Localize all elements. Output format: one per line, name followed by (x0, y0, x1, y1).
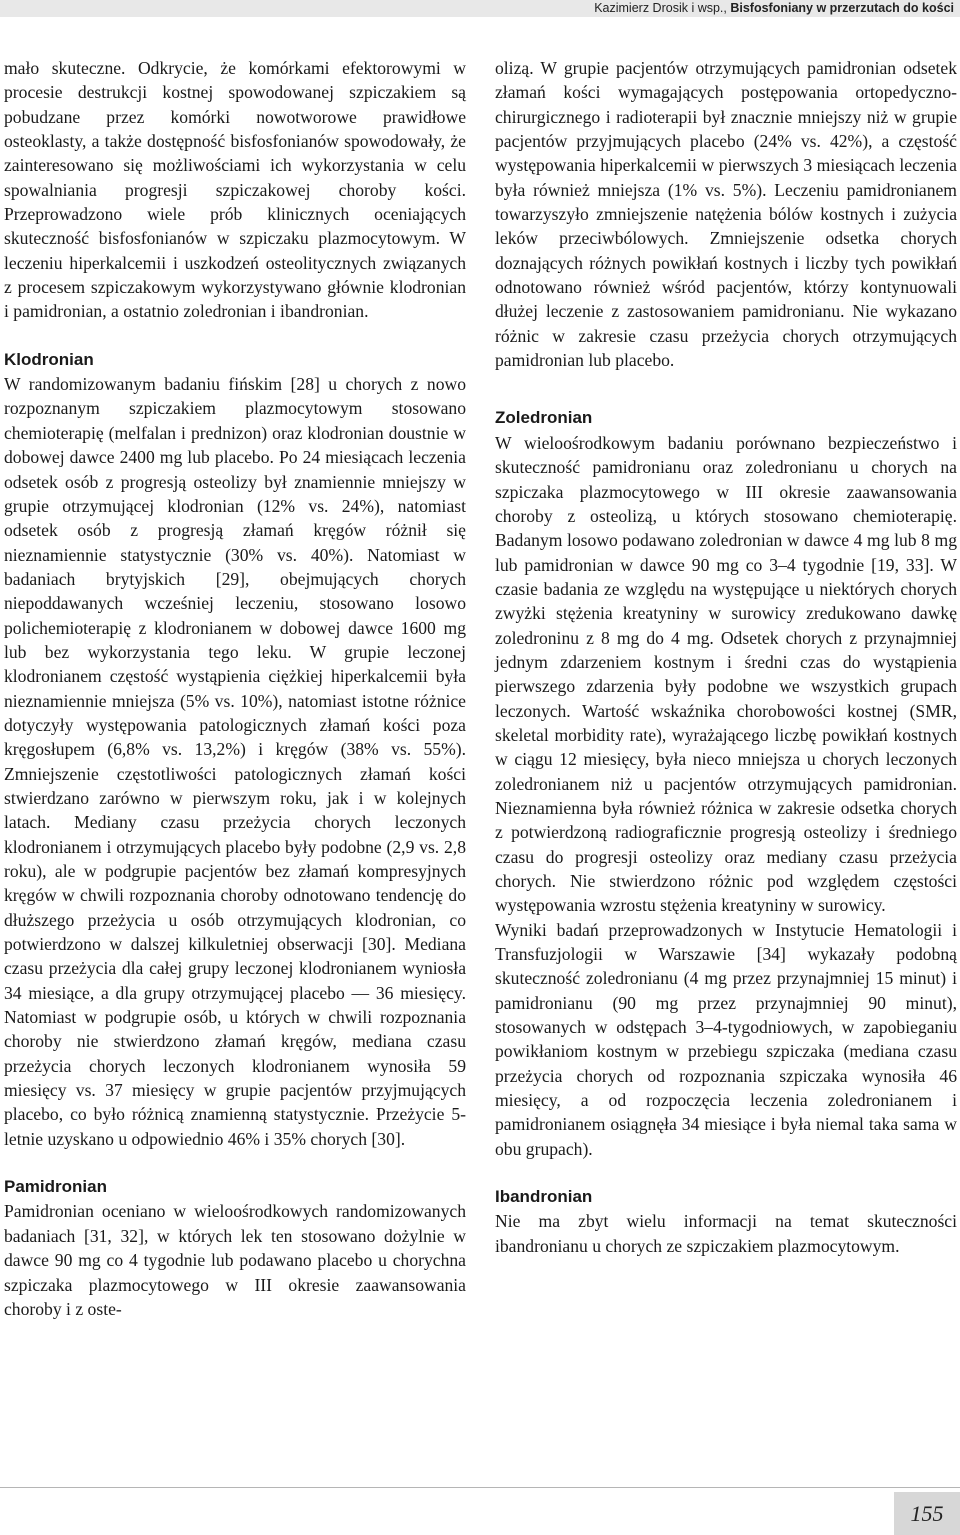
header-title: Bisfosfoniany w przerzutach do kości (730, 1, 954, 15)
header-author: Kazimierz Drosik i wsp. (594, 1, 724, 15)
running-header (0, 0, 960, 17)
left-column (4, 56, 466, 1321)
section-heading-zoledronian: Zoledronian (495, 408, 593, 428)
page-number: 155 (894, 1492, 960, 1535)
zoledronian-paragraph-2: Wyniki badań przeprowadzonych w Instytucie Hematologii i Transfuzjologii w Warszawie [34] wykazały podobną skuteczność zoledronianu (4 mg przez przynajmniej 15 minut) i pamidronianu (90 mg przez przynajmniej 90 minut), stosowanych w odstępach 3–4-tygodniowych, w zapobieganiu powikłaniom kostnym w przebiegu szpiczaka (mediana czasu przeżycia chorych od rozpoznania szpiczaka wynosiła 46 miesięcy, a od rozpoczęcia leczenia zoledronianem i pamidronianem osiągnęła 34 miesiące i była niemal taka sama w obu grupach). (495, 919, 957, 1159)
section-heading-ibandronian: Ibandronian (495, 1187, 593, 1207)
ibandronian-paragraph: Nie ma zbyt wielu informacji na temat skuteczności ibandronianu u chorych ze szpiczakiem plazmocytowym. (495, 1211, 957, 1256)
klodronian-paragraph: W randomizowanym badaniu fińskim [28] u chorych z nowo rozpoznanym szpiczakiem plazmocytowym stosowano chemioterapię (melfalan i prednizon) oraz klodronian doustnie w dobowej dawce 2400 mg lub placebo. Po 24 miesiącach leczenia odsetek osób z progresją osteolizy był znamiennie mniejszy w grupie otrzymującej klodronian (12% vs. 24%), natomiast odsetek osób z progresją złamań kręgów różnił się nieznamiennie statystycznie (30% vs. 40%). Natomiast w badaniach brytyjskich [29], obejmujących chorych niepoddawanych wcześniej leczeniu, stosowano losowo polichemioterapię z klodronianem w dobowej dawce 1600 mg lub bez wykorzystania tego leku. W grupie leczonej klodronianem częstość wystąpienia ciężkiej hiperkalcemii była nieznamiennie mniejsza (5% vs. 10%), natomiast istotne różnice dotyczyły występowania patologicznych złamań kości poza kręgosłupem (6,8% vs. 13,2%) i kręgów (38% vs. 55%). Zmniejszenie częstotliwości patologicznych złamań kości stwierdzano zarówno w pierwszym roku, jak i w kolejnych latach. Mediany czasu przeżycia chorych leczonych klodronianem i otrzymujących placebo były podobne (2,9 vs. 2,8 roku), ale w podgrupie pacjentów bez złamań kompresyjnych kręgów w chwili rozpoznania choroby odnotowano tendencję do dłuższego przeżycia u osób otrzymujących klodronian, co potwierdzono w dalszej kilkuletniej obserwacji [30]. Mediana czasu przeżycia dla całej grupy leczonej klodronianem wyniosła 34 miesiące, a dla grupy otrzymującej placebo — 36 miesięcy. Natomiast w podgrupie osób, u których w chwili rozpoznania choroby nie stwierdzono złamań kręgów, mediana czasu przeżycia chorych leczonych klodronianem wynosiła 59 miesięcy vs. 37 miesięcy w grupie pacjentów przyjmujących placebo, co było różnicą znamienną statystycznie. Przeżycie 5-letnie uzyskano u odpowiednio 46% i 35% chorych [30]. (4, 374, 466, 1149)
pamidronian-continued-paragraph: olizą. W grupie pacjentów otrzymujących pamidronian odsetek złamań kości wymagających postępowania ortopedyczno-chirurgicznego i radioterapii był znacznie mniejszy niż w grupie pacjentów przyjmujących placebo (24% vs. 42%), a częstość występowania hiperkalcemii w pierwszych 3 miesiącach leczenia była również mniejsza (1% vs. 5%). Leczeniu pamidronianem towarzyszyło zmniejszenie natężenia bólów kostnych i zużycia leków przeciwbólowych. Zmniejszenie odsetka chorych doznających różnych powikłań kostnych i liczby tych powikłań odnotowano również wśród pacjentów, którzy kontynuowali dłużej leczenie z zastosowaniem pamidronianu. Nie wykazano różnic w zakresie czasu przeżycia chorych otrzymujących pamidronian lub placebo. (495, 58, 957, 371)
zoledronian-paragraph: W wieloośrodkowym badaniu porównano bezpieczeństwo i skuteczność pamidronianu oraz zoledronianu u chorych na szpiczaka plazmocytowego w III okresie zaawansowania choroby z osteolizą, u których stosowano chemioterapię. Badanym losowo podawano zoledronian w dawce 4 mg lub 8 mg lub pamidronian w dawce 90 mg co 3–4 tygodnie [19, 33]. W czasie badania ze względu na występujące u niektórych chorych zwyżki stężenia kreatyniny w surowicy zredukowano dawkę zoledroninu z 8 mg do 4 mg. Odsetek chorych z przynajmniej jednym zdarzeniem kostnym i średni czas do wystąpienia pierwszego zdarzenia były podobne we wszystkich grupach leczonych. Wartość wskaźnika chorobowości kostnej (SMR, skeletal morbidity rate), wyrażającego liczbę powikłań kostnych w ciągu 12 miesięcy, była nieco mniejsza u chorych leczonych zoledronianem niż u pacjentów otrzymujących pamidronian. Nieznamienna była również różnica w zakresie odsetka chorych z potwierdzoną radiograficznie progresją osteolizy i średniego czasu do progresji osteolizy oraz mediany czasu przeżycia chorych. Nie stwierdzono różnic pod względem częstości występowania wzrostu stężenia kreatyniny w surowicy. (495, 432, 957, 916)
header-separator: , (723, 1, 731, 15)
section-heading-pamidronian: Pamidronian (4, 1177, 107, 1197)
section-heading-klodronian: Klodronian (4, 349, 94, 369)
intro-paragraph: mało skuteczne. Odkrycie, że komórkami efektorowymi w procesie destrukcji kostnej spowodowanej szpiczakiem są pobudzane przez komórki nowotworowe prawidłowe osteoklasty, a także dostępność bisfosfonianów spowodowały, że zainteresowano się możliwościami ich wykorzystania w celu spowalniania progresji szpiczakowej choroby kości. Przeprowadzono wiele prób klinicznych oceniających skuteczność bisfosfonianów w szpiczaku plazmocytowym. W leczeniu hiperkalcemii i uszkodzeń osteolitycznych związanych z procesem szpiczakowym wykorzystywano głównie klodronian i pamidronian, a ostatnio zoledronian i ibandronian. (4, 58, 466, 322)
footer-rule (0, 1487, 960, 1488)
right-column (495, 56, 957, 1258)
pamidronian-paragraph: Pamidronian oceniano w wieloośrodkowych randomizowanych badaniach [31, 32], w których lek ten stosowano dożylnie w dawce 90 mg co 4 tygodnie lub podawano placebo u chorychna szpiczaka plazmocytowego w III okresie zaawansowania choroby i z oste- (4, 1201, 466, 1319)
